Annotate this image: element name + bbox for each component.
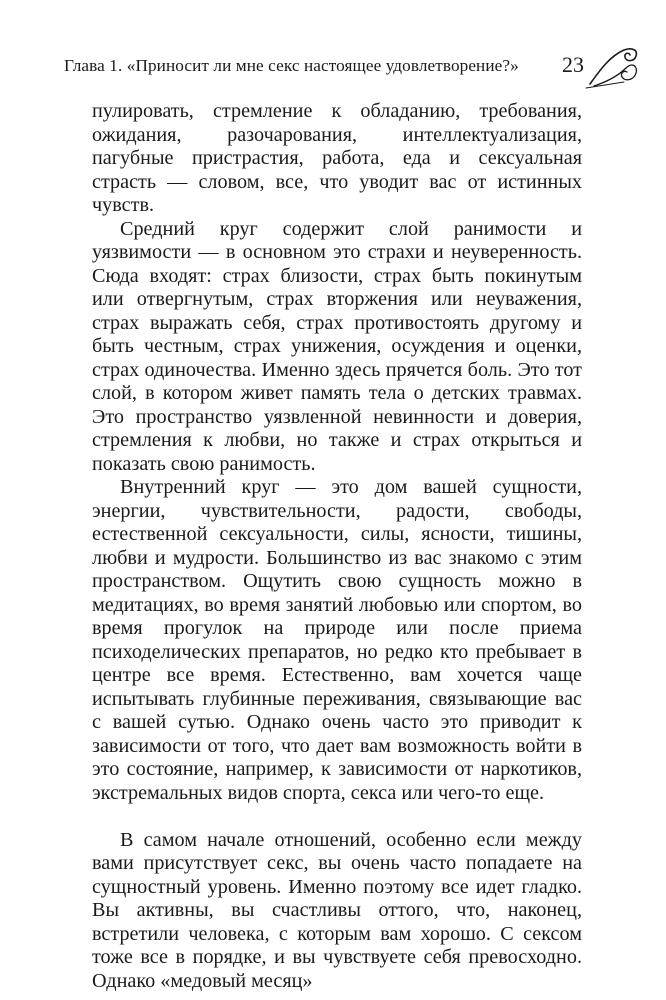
paragraph-2: Средний круг содержит слой ранимости и уязвимости — в основном это страхи и неуверенность. Сюда входят: страх близости, страх быть покинутым или отвергнутым, страх вторжения или неуважения, страх выражать себя, страх противостоять другому и быть честным, страх унижения, осуждения и оценки, страх одиночества. Именно здесь прячется боль. Это тот слой, в котором живет память тела о детских травмах. Это пространство уязвленной невинности и доверия, стремления к любви, но также и страх открыться и показать свою ранимость. [92, 217, 582, 475]
flourish-ornament-icon [584, 42, 640, 90]
running-title: Глава 1. «Приносит ли мне секс настоящее удовлетворение?» [64, 56, 519, 75]
paragraph-3: Внутренний круг — это дом вашей сущности, энергии, чувствительности, радости, свободы, естественной сексуальности, силы, ясности, тишины, любви и мудрости. Большинство из вас знакомо с этим пространством. Ощутить свою сущность можно в медитациях, во время занятий любовью или спортом, во время прогулок на природе или после приема психоделических препаратов, но редко кто пребывает в центре все время. Естественно, вам хочется чаще испытывать глубинные переживания, связывающие вас с вашей сутью. Однако очень часто это приводит к зависимости от того, что дает вам возможность войти в это состояние, например, к зависимости от наркотиков, экстремальных видов спорта, секса или чего-то еще. [92, 476, 582, 804]
page-number: 23 [562, 52, 584, 77]
page-header [64, 50, 634, 90]
body-text [92, 100, 582, 993]
paragraph-1: пулировать, стремление к обладанию, требования, ожидания, разочарования, интеллектуализация, пагубные пристрастия, работа, еда и сексуальная страсть — словом, все, что уводит вас от истинных чувств. [92, 100, 582, 216]
paragraph-4: В самом начале отношений, особенно если между вами присутствует секс, вы очень часто попадаете на сущностный уровень. Именно поэтому все идет гладко. Вы активны, вы счастливы оттого, что, наконец, встретили человека, с которым вам хорошо. С сексом тоже все в порядке, и вы чувствуете себя превосходно. Однако «медовый месяц» [92, 828, 582, 992]
